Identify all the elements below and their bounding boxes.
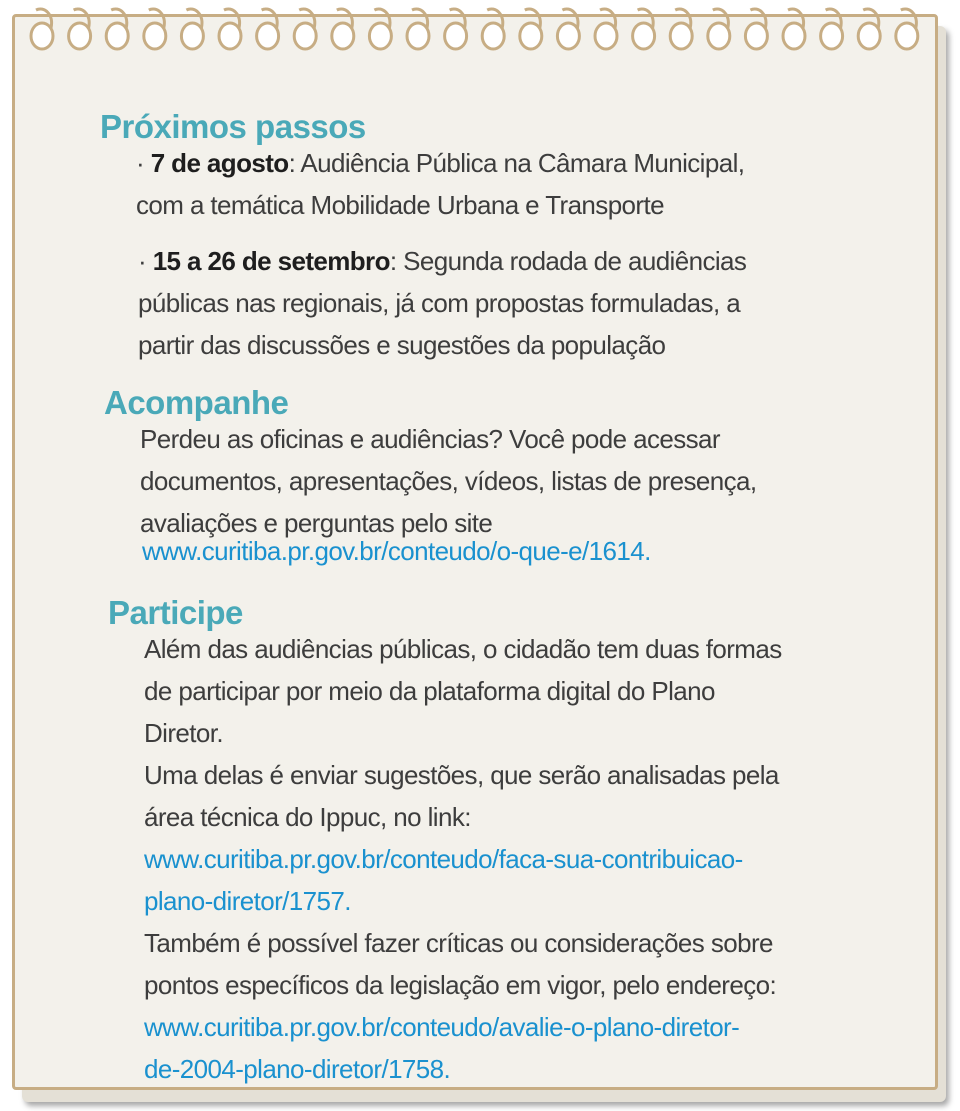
acompanhe-line-1: Perdeu as oficinas e audiências? Você pode acessar	[140, 424, 720, 454]
heading-acompanhe: Acompanhe	[104, 384, 289, 421]
participe-line-6: Também é possível fazer críticas ou considerações sobre	[144, 928, 773, 958]
acompanhe-text	[140, 418, 757, 544]
proximos-item-1: · 7 de agosto: Audiência Pública na Câmara Municipal, com a temática Mobilidade Urbana e Transporte	[136, 142, 744, 226]
acompanhe-line-3: avaliações e perguntas pelo site	[140, 508, 493, 538]
item2-text-1: : Segunda rodada de audiências	[389, 246, 747, 276]
participe-link-2b[interactable]: de-2004-plano-diretor/1758.	[144, 1054, 451, 1084]
participe-line-1: Além das audiências públicas, o cidadão tem duas formas	[144, 634, 782, 664]
participe-line-7: pontos específicos da legislação em vigor, pelo endereço:	[144, 970, 777, 1000]
participe-link-1b[interactable]: plano-diretor/1757.	[144, 886, 351, 916]
heading-proximos-passos: Próximos passos	[100, 108, 366, 145]
proximos-item-2: · 15 a 26 de setembro: Segunda rodada de audiências públicas nas regionais, já com propostas formuladas, a partir das discussões e sugestões da população	[138, 240, 746, 366]
acompanhe-link-block	[142, 530, 651, 572]
item2-text-3: partir das discussões e sugestões da população	[138, 330, 666, 360]
item1-text-2: com a temática Mobilidade Urbana e Transporte	[136, 190, 664, 220]
participe-link-2a[interactable]: www.curitiba.pr.gov.br/conteudo/avalie-o-plano-diretor-	[144, 1012, 740, 1042]
date-setembro: 15 a 26 de setembro	[152, 246, 390, 276]
participe-line-5: área técnica do Ippuc, no link:	[144, 802, 471, 832]
acompanhe-line-2: documentos, apresentações, vídeos, listas de presença,	[140, 466, 757, 496]
participe-line-3: Diretor.	[144, 718, 224, 748]
acompanhe-link[interactable]: www.curitiba.pr.gov.br/conteudo/o-que-e/1614.	[142, 536, 651, 566]
item1-text-1: : Audiência Pública na Câmara Municipal,	[288, 148, 745, 178]
participe-line-2: de participar por meio da plataforma digital do Plano	[144, 676, 715, 706]
date-7-agosto: 7 de agosto	[150, 148, 289, 178]
participe-line-4: Uma delas é enviar sugestões, que serão analisadas pela	[144, 760, 779, 790]
participe-text	[144, 628, 782, 1090]
participe-link-1a[interactable]: www.curitiba.pr.gov.br/conteudo/faca-sua-contribuicao-	[144, 844, 743, 874]
heading-participe: Participe	[108, 594, 243, 631]
item2-text-2: públicas nas regionais, já com propostas formuladas, a	[138, 288, 741, 318]
